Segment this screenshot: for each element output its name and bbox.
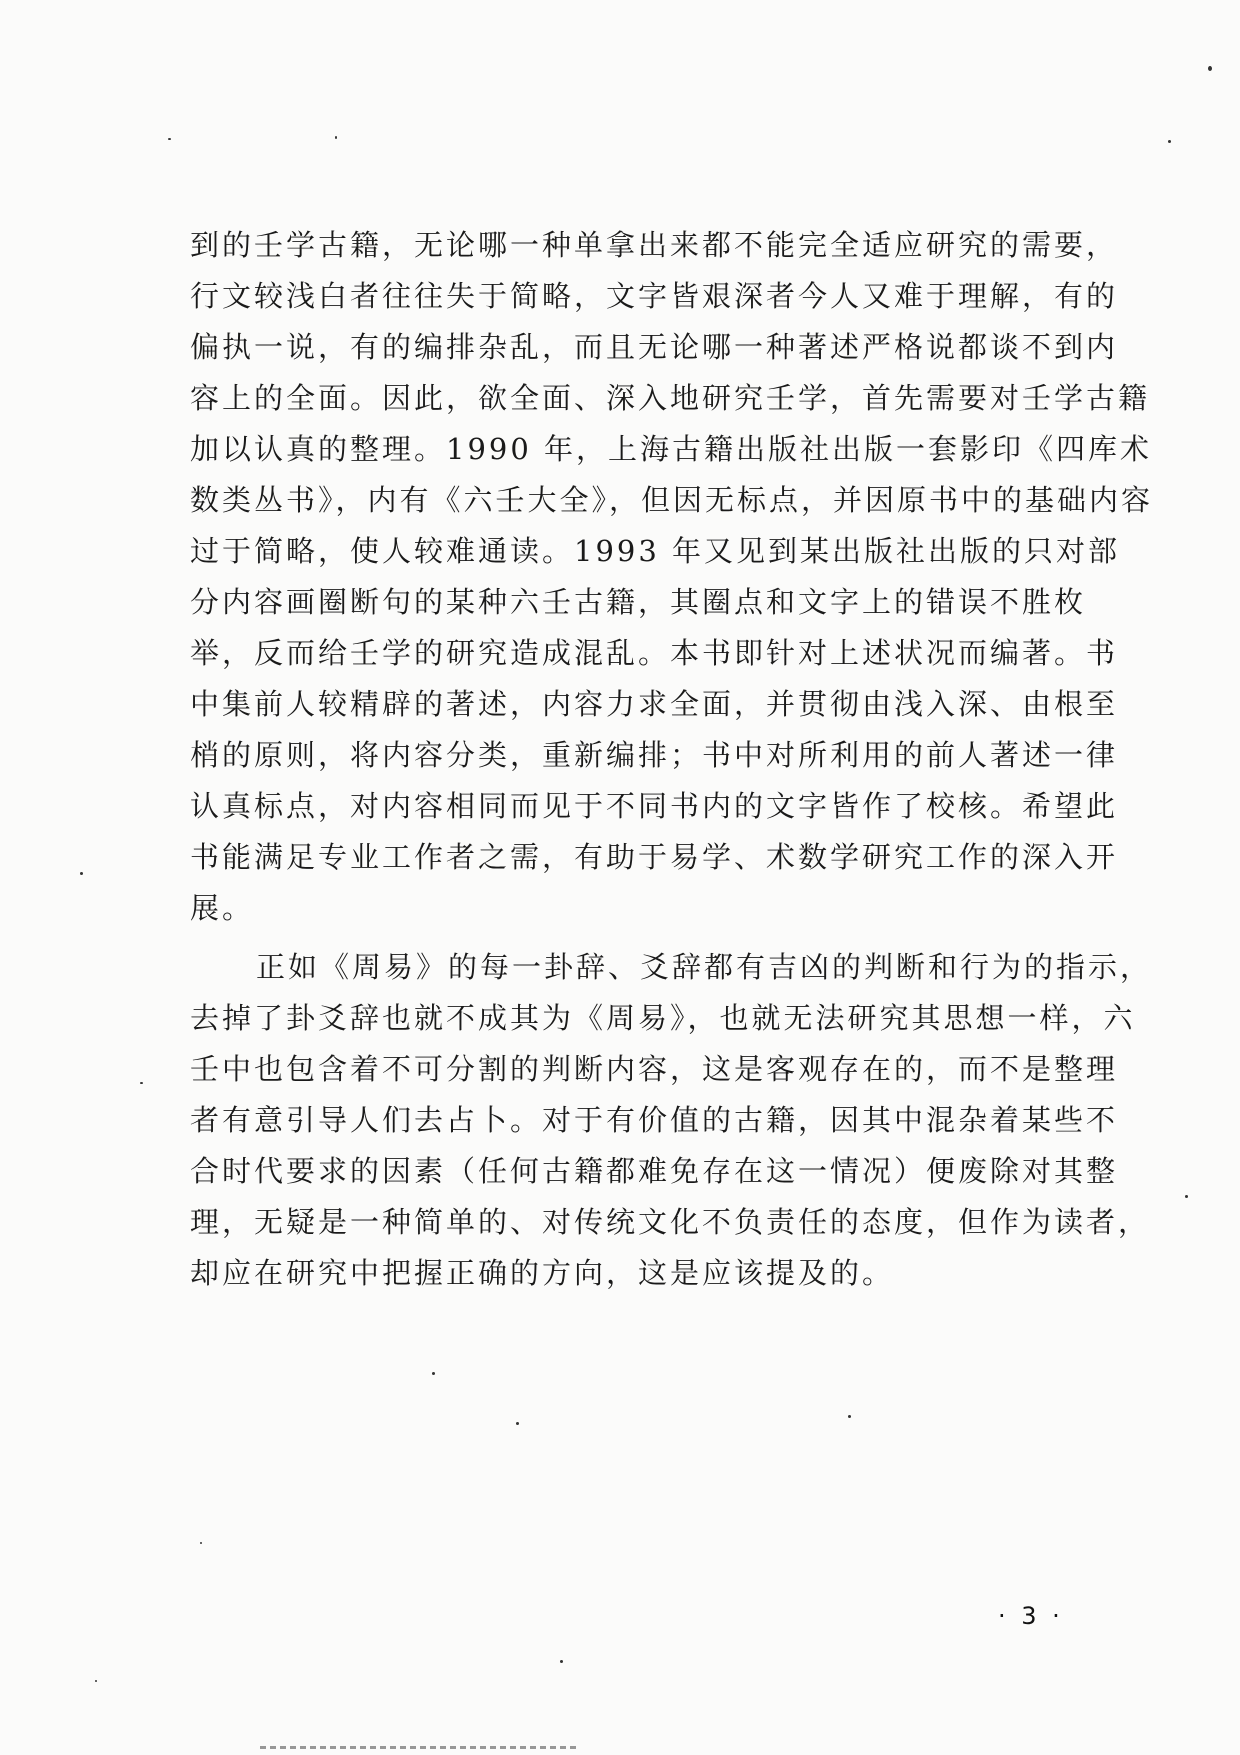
scan-speck [140, 1082, 143, 1084]
paragraph-1 [190, 220, 1154, 934]
scan-speck [1168, 140, 1171, 143]
scan-speck [1185, 1195, 1188, 1198]
text-line: 容上的全面。因此，欲全面、深入地研究壬学，首先需要对壬学古籍 [190, 381, 1151, 415]
text-line: 去掉了卦爻辞也就不成其为《周易》，也就无法研究其思想一样，六 [190, 1001, 1136, 1035]
text-line: 加以认真的整理。1990 年，上海古籍出版社出版一套影印《四库术 [190, 432, 1153, 466]
text-line: 正如《周易》的每一卦辞、爻辞都有吉凶的判断和行为的指示， [256, 950, 1153, 984]
text-line: 数类丛书》，内有《六壬大全》，但因无标点，并因原书中的基础内容 [190, 483, 1154, 517]
text-line: 理，无疑是一种简单的、对传统文化不负责任的态度，但作为读者， [190, 1205, 1151, 1239]
scan-speck [80, 872, 83, 875]
paragraph-2 [190, 942, 1153, 1299]
text-line: 举，反而给壬学的研究造成混乱。本书即针对上述状况而编著。书 [190, 636, 1119, 670]
text-line: 者有意引导人们去占卜。对于有价值的古籍，因其中混杂着某些不 [190, 1103, 1119, 1137]
text-line: 却应在研究中把握正确的方向，这是应该提及的。 [190, 1256, 895, 1290]
scan-edge-mark [260, 1746, 580, 1749]
text-line: 过于简略，使人较难通读。1993 年又见到某出版社出版的只对部 [190, 534, 1121, 568]
text-line: 中集前人较精辟的著述，内容力求全面，并贯彻由浅入深、由根至 [190, 687, 1119, 721]
scan-speck [1208, 66, 1212, 71]
scan-speck [200, 1542, 202, 1544]
scan-speck [516, 1422, 519, 1425]
paragraph-spacer [190, 934, 1110, 942]
scan-speck [848, 1415, 851, 1418]
text-line: 书能满足专业工作者之需，有助于易学、术数学研究工作的深入开 [190, 840, 1119, 874]
text-line: 梢的原则，将内容分类，重新编排；书中对所利用的前人著述一律 [190, 738, 1119, 772]
page-number: · 3 · [998, 1602, 1064, 1630]
scan-speck [168, 138, 171, 140]
text-line: 到的壬学古籍，无论哪一种单拿出来都不能完全适应研究的需要， [190, 228, 1119, 262]
text-line: 偏执一说，有的编排杂乱，而且无论哪一种著述严格说都谈不到内 [190, 330, 1119, 364]
text-line: 行文较浅白者往往失于简略，文字皆艰深者今人又难于理解，有的 [190, 279, 1119, 313]
body-text [190, 220, 1154, 1299]
text-line: 壬中也包含着不可分割的判断内容，这是客观存在的，而不是整理 [190, 1052, 1119, 1086]
text-line: 分内容画圈断句的某种六壬古籍，其圈点和文字上的错误不胜枚 [190, 585, 1087, 619]
scan-speck [95, 1680, 97, 1682]
scan-speck [432, 1372, 435, 1375]
scan-speck [560, 1660, 563, 1663]
text-line: 展。 [190, 891, 255, 925]
text-line: 合时代要求的因素（任何古籍都难免存在这一情况）便废除对其整 [190, 1154, 1119, 1188]
scan-speck [335, 136, 337, 139]
text-line: 认真标点，对内容相同而见于不同书内的文字皆作了校核。希望此 [190, 789, 1119, 823]
